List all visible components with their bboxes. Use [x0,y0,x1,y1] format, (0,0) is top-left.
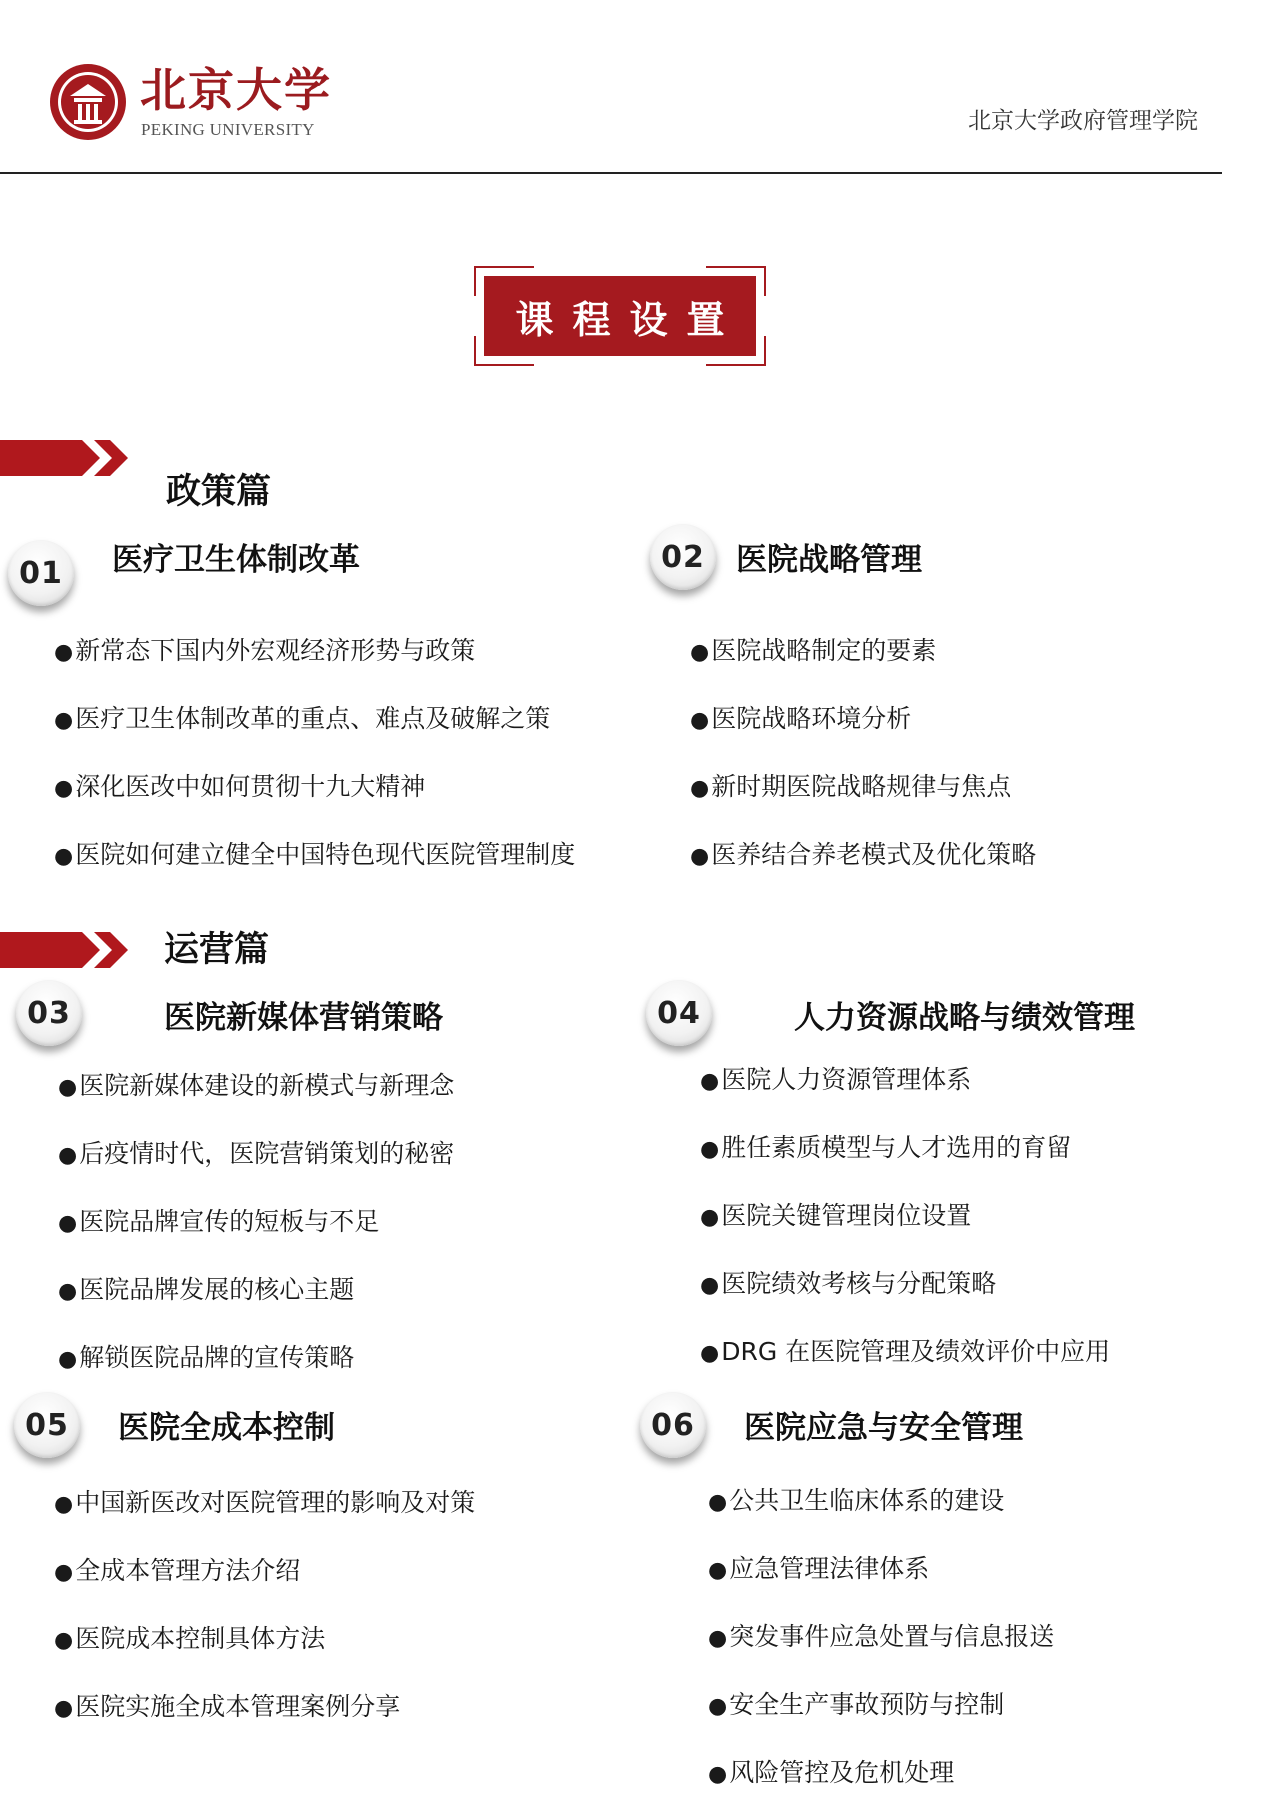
module-number-badge: 03 [16,980,82,1046]
list-item: ●医院实施全成本管理案例分享 [54,1692,401,1721]
list-item: ●医院关键管理岗位设置 [700,1201,972,1230]
logo-chinese-wordmark: 北京大学 [140,63,332,117]
module-title: 医院战略管理 [736,542,922,578]
list-item: ●医院新媒体建设的新模式与新理念 [58,1071,455,1100]
section-title: 政策篇 [166,472,272,512]
list-item: ●医院人力资源管理体系 [700,1065,972,1094]
list-item: ●医院品牌宣传的短板与不足 [58,1207,380,1236]
list-item: ●公共卫生临床体系的建设 [708,1486,1005,1515]
list-item: ●DRG 在医院管理及绩效评价中应用 [700,1337,1111,1366]
list-item: ●深化医改中如何贯彻十九大精神 [54,772,426,801]
list-item: ●应急管理法律体系 [708,1554,930,1583]
list-item: ●医院绩效考核与分配策略 [700,1269,997,1298]
list-item: ●医养结合养老模式及优化策略 [690,840,1037,869]
module-title: 医疗卫生体制改革 [112,542,360,578]
page-title: 课程设置 [515,297,744,342]
list-item: ●新常态下国内外宏观经济形势与政策 [54,636,476,665]
list-item: ●后疫情时代，医院营销策划的秘密 [58,1139,455,1168]
module-title: 医院新媒体营销策略 [164,1000,443,1036]
list-item: ●医院品牌发展的核心主题 [58,1275,355,1304]
list-item: ●医院如何建立健全中国特色现代医院管理制度 [54,840,576,869]
module-title: 医院全成本控制 [118,1410,335,1446]
module-number-badge: 02 [650,524,716,590]
module-number-badge: 01 [8,540,74,606]
module-title: 医院应急与安全管理 [744,1410,1023,1446]
list-item: ●风险管控及危机处理 [708,1758,955,1787]
section-title: 运营篇 [164,930,270,970]
module-number-badge: 06 [640,1392,706,1458]
list-item: ●医院战略环境分析 [690,704,912,733]
list-item: ●中国新医改对医院管理的影响及对策 [54,1488,476,1517]
module-number-badge: 05 [14,1392,80,1458]
module-title: 人力资源战略与绩效管理 [794,1000,1135,1036]
list-item: ●医院成本控制具体方法 [54,1624,326,1653]
logo-english-wordmark: PEKING UNIVERSITY [141,120,315,139]
header-divider [0,172,1222,174]
list-item: ●全成本管理方法介绍 [54,1556,301,1585]
list-item: ●医院战略制定的要素 [690,636,937,665]
section-banner-arrow-icon [0,438,130,478]
school-name: 北京大学政府管理学院 [968,108,1198,134]
page-title-box [484,276,756,356]
list-item: ●胜任素质模型与人才选用的育留 [700,1133,1072,1162]
peking-university-seal-logo [48,62,128,142]
list-item: ●新时期医院战略规律与焦点 [690,772,1012,801]
list-item: ●安全生产事故预防与控制 [708,1690,1005,1719]
section-banner-arrow-icon [0,930,130,970]
list-item: ●医疗卫生体制改革的重点、难点及破解之策 [54,704,551,733]
list-item: ●解锁医院品牌的宣传策略 [58,1343,355,1372]
list-item: ●突发事件应急处置与信息报送 [708,1622,1055,1651]
module-number-badge: 04 [646,980,712,1046]
